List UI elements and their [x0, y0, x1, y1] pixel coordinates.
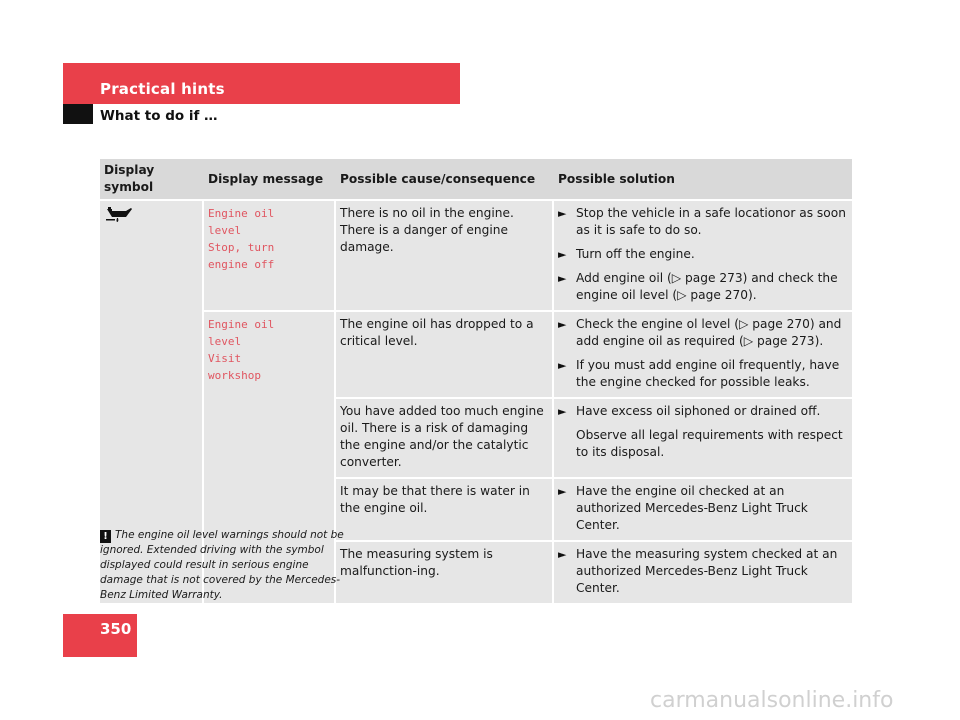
cause-cell: It may be that there is water in the engine oil. [336, 479, 554, 542]
arrow-icon: ► [558, 405, 567, 418]
cause-cell: The measuring system is malfunction-ing. [336, 542, 554, 605]
warning-note [100, 528, 350, 603]
section-subtitle: What to do if … [100, 108, 218, 124]
cause-cell: The engine oil has dropped to a critical level. [336, 312, 554, 399]
solution-item: ► Have excess oil siphoned or drained off. [558, 404, 821, 418]
solution-cell [554, 399, 852, 479]
table-header-row [100, 159, 852, 201]
display-message-stop: Engine oil level Stop, turn engine off [204, 201, 336, 312]
exclamation-icon: ! [100, 530, 111, 543]
solution-item: ► Check the engine ol level (▷ page 270) and add engine oil as required (▷ page 273). [558, 317, 842, 348]
solution-cell [554, 201, 852, 312]
table-row [100, 201, 852, 312]
warning-note-text: The engine oil level warnings should not be ignored. Extended driving with the symbol displayed could result in serious engine damage that is not covered by the Mercedes-Benz Limited Warranty. [100, 529, 344, 601]
oil-can-icon [104, 205, 134, 223]
solution-cell [554, 542, 852, 605]
column-header-symbol: Display symbol [100, 159, 204, 201]
table-row [100, 312, 852, 399]
cause-cell: You have added too much engine oil. There is a risk of damaging the engine and/or the catalytic converter. [336, 399, 554, 479]
arrow-icon: ► [558, 207, 567, 220]
solution-item: ► Have the engine oil checked at an authorized Mercedes-Benz Light Truck Center. [558, 484, 808, 532]
arrow-icon: ► [558, 318, 567, 331]
column-header-solution: Possible solution [554, 159, 852, 201]
section-tab-marker [63, 104, 93, 124]
solution-cell [554, 312, 852, 399]
watermark: carmanualsonline.info [650, 688, 894, 713]
display-message-workshop: Engine oil level Visit workshop [204, 312, 336, 605]
column-header-cause: Possible cause/consequence [336, 159, 554, 201]
solution-item: ► Stop the vehicle in a safe locationor as soon as it is safe to do so. [558, 206, 846, 237]
cause-cell: There is no oil in the engine. There is a danger of engine damage. [336, 201, 554, 312]
solution-item: ► Have the measuring system checked at an authorized Mercedes-Benz Light Truck Center. [558, 547, 838, 595]
solution-item: ► Add engine oil (▷ page 273) and check the engine oil level (▷ page 270). [558, 271, 838, 302]
column-header-message: Display message [204, 159, 336, 201]
solution-item: ► Turn off the engine. [558, 247, 695, 261]
arrow-icon: ► [558, 272, 567, 285]
solution-cell [554, 479, 852, 542]
arrow-icon: ► [558, 359, 567, 372]
arrow-icon: ► [558, 248, 567, 261]
solution-note: Observe all legal requirements with respect to its disposal. [576, 428, 843, 459]
section-title: Practical hints [100, 80, 225, 98]
page-number: 350 [100, 620, 132, 638]
solution-item: ► If you must add engine oil frequently, have the engine checked for possible leaks. [558, 358, 840, 389]
arrow-icon: ► [558, 548, 567, 561]
arrow-icon: ► [558, 485, 567, 498]
